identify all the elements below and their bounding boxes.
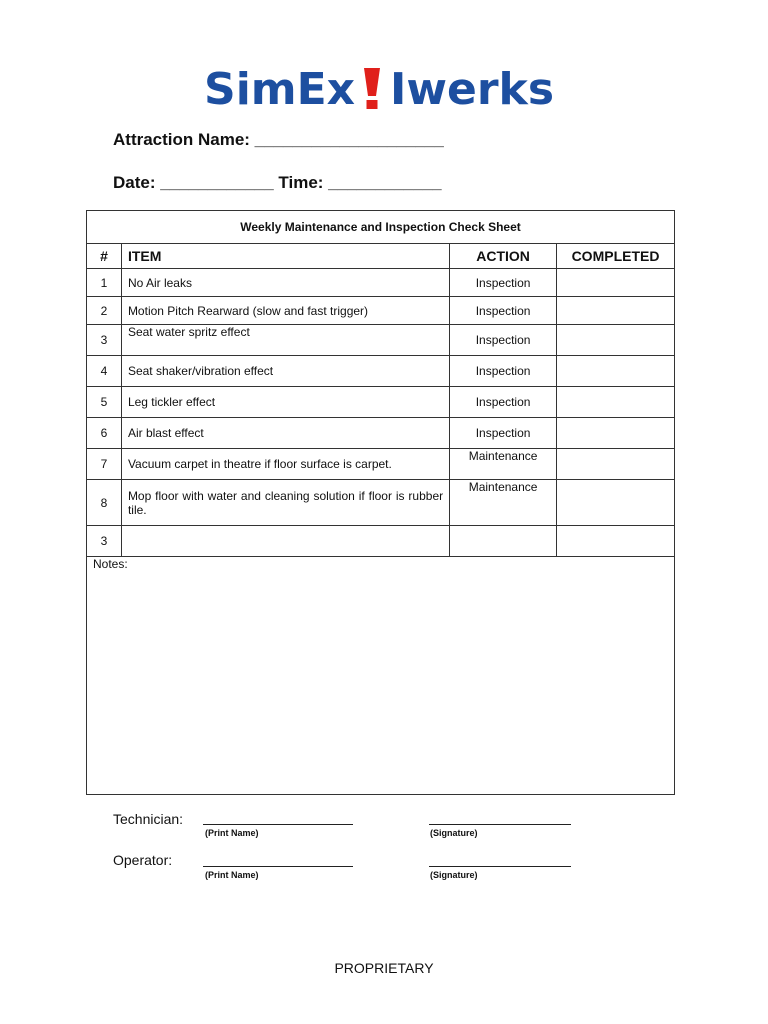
row-item: Air blast effect	[121, 418, 449, 449]
row-completed-cell[interactable]	[557, 526, 675, 557]
table-row	[87, 526, 675, 557]
table-row	[87, 449, 675, 480]
row-completed-cell[interactable]	[557, 356, 675, 387]
row-action: Inspection	[450, 269, 557, 297]
header-row	[87, 244, 675, 269]
operator-print-name-caption: (Print Name)	[205, 870, 259, 880]
operator-label: Operator:	[113, 852, 173, 868]
row-action	[450, 526, 557, 557]
row-num: 3	[87, 325, 122, 356]
row-num: 8	[87, 480, 122, 526]
row-num: 5	[87, 387, 122, 418]
row-completed-cell[interactable]	[557, 269, 675, 297]
row-num: 3	[87, 526, 122, 557]
row-completed-cell[interactable]	[557, 418, 675, 449]
table-row	[87, 325, 675, 356]
row-action: Inspection	[450, 356, 557, 387]
table-row	[87, 356, 675, 387]
table-row	[87, 480, 675, 526]
row-item: Motion Pitch Rearward (slow and fast trigger)	[121, 297, 449, 325]
row-completed-cell[interactable]	[557, 480, 675, 526]
row-num: 6	[87, 418, 122, 449]
row-action: Inspection	[450, 418, 557, 449]
technician-print-name-caption: (Print Name)	[205, 828, 259, 838]
exclamation-mark-icon	[364, 68, 380, 109]
operator-print-name-line[interactable]	[203, 866, 353, 867]
check-sheet-table	[86, 210, 675, 795]
row-action: Inspection	[450, 387, 557, 418]
logo-text-simex: SimEx	[204, 64, 356, 114]
row-action: Maintenance	[450, 449, 557, 480]
logo-text-iwerks: Iwerks	[390, 64, 555, 114]
table-row	[87, 418, 675, 449]
row-item: Mop floor with water and cleaning solution if floor is rubber tile.	[121, 480, 449, 526]
header-item: ITEM	[121, 244, 449, 269]
row-item	[121, 526, 449, 557]
row-num: 1	[87, 269, 122, 297]
notes-area[interactable]	[87, 557, 675, 795]
row-item: No Air leaks	[121, 269, 449, 297]
technician-signature-line[interactable]	[429, 824, 571, 825]
header-num: #	[87, 244, 122, 269]
row-completed-cell[interactable]	[557, 297, 675, 325]
row-action: Inspection	[450, 325, 557, 356]
row-action: Maintenance	[450, 480, 557, 526]
technician-signature-caption: (Signature)	[430, 828, 478, 838]
footer-proprietary: PROPRIETARY	[334, 960, 434, 976]
table-row	[87, 387, 675, 418]
row-item: Seat shaker/vibration effect	[121, 356, 449, 387]
row-action: Inspection	[450, 297, 557, 325]
row-item: Leg tickler effect	[121, 387, 449, 418]
attraction-name-field: Attraction Name: ____________________	[113, 130, 444, 149]
table-row	[87, 269, 675, 297]
sheet-title: Weekly Maintenance and Inspection Check Sheet	[87, 211, 675, 244]
technician-print-name-line[interactable]	[203, 824, 353, 825]
row-completed-cell[interactable]	[557, 387, 675, 418]
row-num: 2	[87, 297, 122, 325]
row-completed-cell[interactable]	[557, 449, 675, 480]
header-completed: COMPLETED	[557, 244, 675, 269]
operator-signature-line[interactable]	[429, 866, 571, 867]
row-num: 7	[87, 449, 122, 480]
operator-signature-caption: (Signature)	[430, 870, 478, 880]
table-row	[87, 297, 675, 325]
row-item: Seat water spritz effect	[121, 325, 449, 356]
date-time-field: Date: ____________ Time: ____________	[113, 173, 442, 192]
row-completed-cell[interactable]	[557, 325, 675, 356]
row-num: 4	[87, 356, 122, 387]
header-action: ACTION	[450, 244, 557, 269]
technician-label: Technician:	[113, 811, 184, 827]
notes-label: Notes:	[93, 557, 128, 571]
row-item: Vacuum carpet in theatre if floor surface is carpet.	[121, 449, 449, 480]
simex-iwerks-logo	[0, 62, 768, 114]
